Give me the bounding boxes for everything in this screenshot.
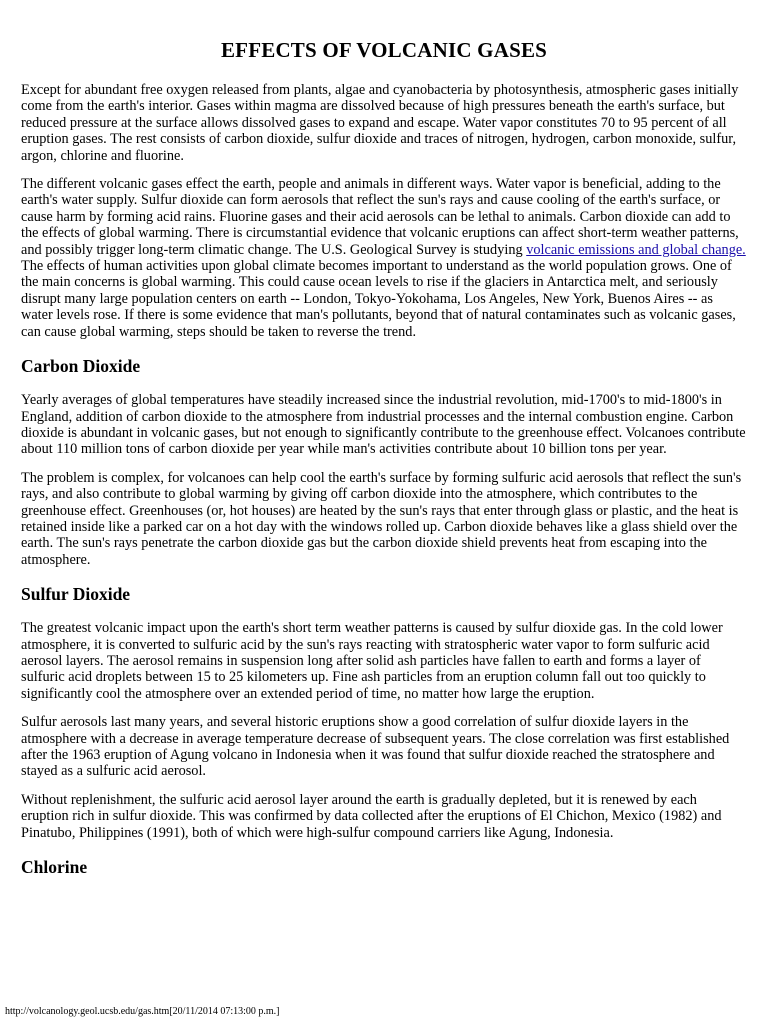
section-heading-chlorine: Chlorine [21,857,88,878]
intro-paragraph-2 [21,176,747,340]
section-heading-sulfur-dioxide: Sulfur Dioxide [21,584,131,605]
sulfur-dioxide-paragraph-2: Sulfur aerosols last many years, and several historic eruptions show a good correlation of sulfur dioxide layers in the atmosphere with a decrease in average temperature decrease of subsequent years. The close correlation was first established after the 1963 eruption of Agung volcano in Indonesia when it was found that sulfur dioxide reached the stratosphere and stayed as a sulfuric acid aerosol. [21,714,730,780]
intro-paragraph-1: Except for abundant free oxygen released from plants, algae and cyanobacteria by photosynthesis, atmospheric gases initially come from the earth's interior. Gases within magma are dissolved because of high pressures beneath the earth's surface, but reduced pressure at the surface allows dissolved gases to expand and escape. Water vapor constitutes 70 to 95 percent of all eruption gases. The rest consists of carbon dioxide, sulfur dioxide and traces of nitrogen, hydrogen, carbon monoxide, sulfur, argon, chlorine and fluorine. [21,82,739,164]
page-footer-url: http://volcanology.geol.ucsb.edu/gas.htm[20/11/2014 07:13:00 p.m.] [5,1006,280,1017]
sulfur-dioxide-paragraph-1: The greatest volcanic impact upon the earth's short term weather patterns is caused by sulfur dioxide gas. In the cold lower atmosphere, it is converted to sulfuric acid by the sun's rays reacting with stratospheric water vapor to form sulfuric acid aerosol layers. The aerosol remains in suspension long after solid ash particles have fallen to earth and forms a layer of sulfuric acid droplets between 15 to 25 kilometers up. Fine ash particles from an eruption column fall out too quickly to significantly cool the atmosphere over an extended period of time, no matter how large the eruption. [21,620,723,702]
intro-paragraph-2-text-before: The different volcanic gases effect the earth, people and animals in different ways. Water vapor is beneficial, adding to the earth's water supply. Sulfur dioxide can form aerosols that reflect the sun's rays and cause cooling of the earth's surface, or cause harm by forming acid rains. Fluorine gases and their acid aerosols can be lethal to animals. Carbon dioxide can add to the effects of global warming. There is circumstantial evidence that volcanic eruptions can affect short-term weather patterns, and possibly trigger long-term climatic change. The U.S. Geological Survey is studying [21,176,739,258]
section-heading-carbon-dioxide: Carbon Dioxide [21,356,141,377]
intro-paragraph-2-text-after: The effects of human activities upon global climate becomes important to understand as the world population grows. One of the main concerns is global warming. This could cause ocean levels to rise if the glaciers in Antarctica melt, and seriously disrupt many large population centers on earth -- London, Tokyo-Yokohama, Los Angeles, New York, Buenos Aires -- as water levels rose. If there is some evidence that man's pollutants, beyond that of natural contaminates such as volcanic gases, can cause global warming, steps should be taken to reverse the trend. [21,258,736,340]
carbon-dioxide-paragraph-1: Yearly averages of global temperatures have steadily increased since the industrial revolution, mid-1700's to mid-1800's in England, addition of carbon dioxide to the atmosphere from industrial processes and the internal combustion engine. Carbon dioxide is abundant in volcanic gases, but not enough to significantly contribute to the greenhouse effect. Volcanoes contribute about 110 million tons of carbon dioxide per year while man's activities contribute about 10 billion tons per year. [21,392,746,458]
volcanic-emissions-link[interactable]: volcanic emissions and global change. [526,241,746,258]
carbon-dioxide-paragraph-2: The problem is complex, for volcanoes can help cool the earth's surface by forming sulfuric acid aerosols that reflect the sun's rays, and also contribute to global warming by giving off carbon dioxide into the atmosphere, which contributes to the greenhouse effect. Greenhouses (or, hot houses) are heated by the sun's rays that enter through glass or plastic, and the heat is retained inside like a parked car on a hot day with the windows rolled up. Carbon dioxide behaves like a glass shield over the earth. The sun's rays penetrate the carbon dioxide gas but the carbon dioxide shield prevents heat from escaping into the atmosphere. [21,469,742,568]
sulfur-dioxide-paragraph-3: Without replenishment, the sulfuric acid aerosol layer around the earth is gradually depleted, but it is renewed by each eruption rich in sulfur dioxide. This was confirmed by data collected after the eruptions of El Chichon, Mexico (1982) and Pinatubo, Philippines (1991), both of which were high-sulfur compound carriers like Agung, Indonesia. [21,791,722,841]
page-title: EFFECTS OF VOLCANIC GASES [220,38,548,62]
document-page [21,36,747,893]
